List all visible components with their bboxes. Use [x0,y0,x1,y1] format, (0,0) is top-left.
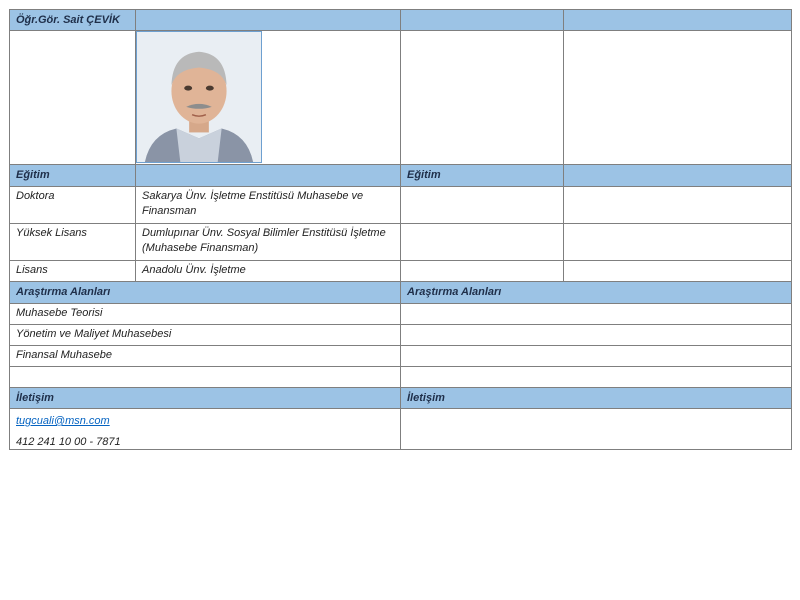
portrait-icon [137,32,261,162]
name-header [9,9,136,31]
education-header-label: Eğitim [407,169,441,181]
header-cell-blank [400,9,564,31]
blank-cell [400,345,792,367]
contact-header-label: İletişim [407,392,445,404]
research-header [9,281,401,304]
education-institution: Anadolu Ünv. İşletme [135,260,401,282]
blank-cell [400,303,792,325]
contact-details [9,408,401,450]
blank-cell [400,30,564,165]
contact-header-right [400,387,792,409]
research-item: Finansal Muhasebe [9,345,401,367]
blank-cell [400,408,792,450]
education-header [9,164,136,187]
education-institution: Sakarya Ünv. İşletme Enstitüsü Muhasebe ve Finansman [135,186,401,224]
contact-header [9,387,401,409]
education-degree: Yüksek Lisans [9,223,136,261]
education-institution: Dumlupınar Ünv. Sosyal Bilimler Enstitüsü İşletme (Muhasebe Finansman) [135,223,401,261]
blank-cell [400,186,564,224]
portrait-photo [136,31,262,163]
blank-cell [563,186,792,224]
blank-cell [563,260,792,282]
blank-cell [9,30,136,165]
header-cell-blank [135,164,401,187]
education-header-right [400,164,564,187]
blank-cell [400,260,564,282]
research-item [9,366,401,388]
research-header-label: Araştırma Alanları [407,286,502,298]
blank-cell [563,30,792,165]
header-cell-blank [563,9,792,31]
education-degree: Doktora [9,186,136,224]
header-cell-blank [563,164,792,187]
research-item: Muhasebe Teorisi [9,303,401,325]
header-cell-blank [135,9,401,31]
phone-number: 412 241 10 00 - 7871 [16,436,121,448]
research-header-label: Araştırma Alanları [16,286,111,298]
blank-cell [400,223,564,261]
education-header-label: Eğitim [16,169,50,181]
contact-header-label: İletişim [16,392,54,404]
blank-cell [563,223,792,261]
blank-cell [400,366,792,388]
research-header-right [400,281,792,304]
research-item: Yönetim ve Maliyet Muhasebesi [9,324,401,346]
education-degree: Lisans [9,260,136,282]
blank-cell [400,324,792,346]
person-name: Öğr.Gör. Sait ÇEVİK [16,14,120,26]
photo-cell [135,30,401,165]
email-link[interactable]: tugcuali@msn.com [16,415,110,427]
